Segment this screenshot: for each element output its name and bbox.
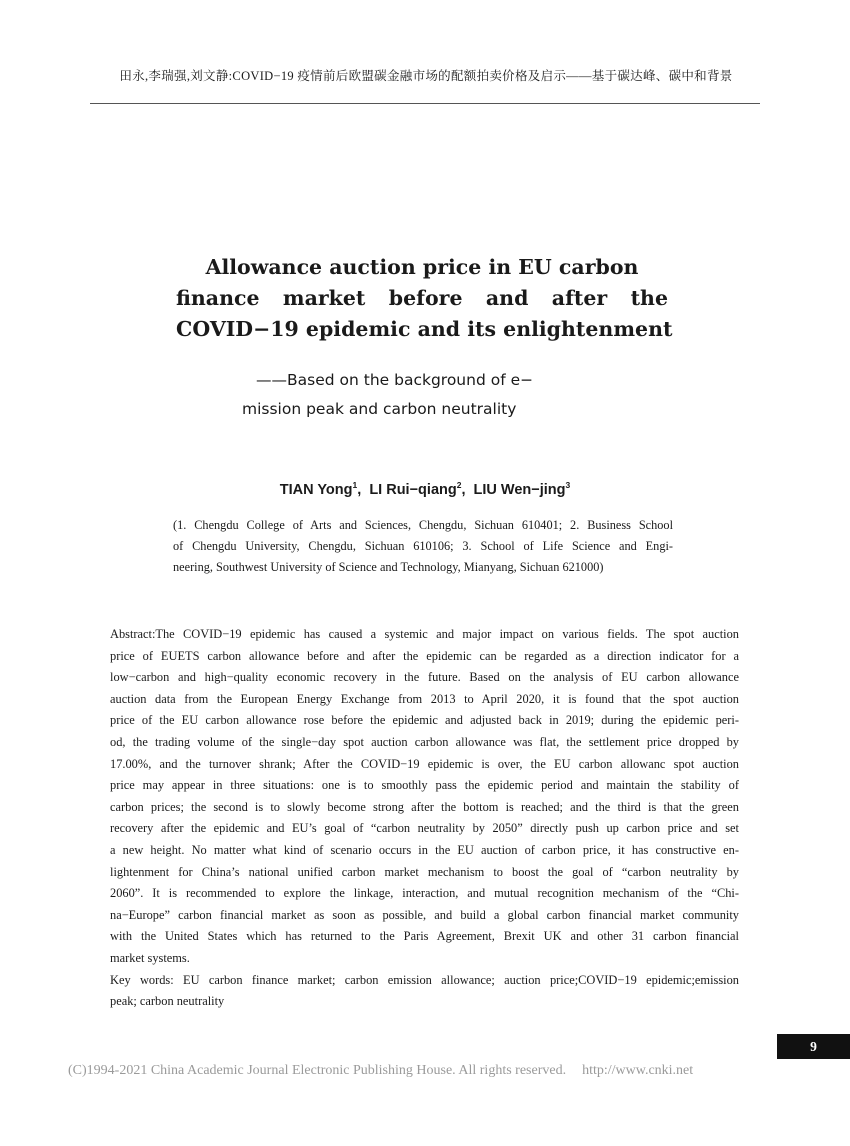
author-list: TIAN Yong$^1$, LI Rui−qiang$^2$, LIU Wen−jing$^3$ bbox=[279, 480, 571, 498]
subtitle-line: ——Based on the background of e− bbox=[256, 371, 534, 389]
article-title bbox=[176, 252, 673, 345]
abstract-line: 17.00%, and the turnover shrank; After the COVID−19 epidemic is over, the EU carbon allowanc spot auction bbox=[110, 756, 739, 771]
affiliation-line: neering, Southwest University of Science and Technology, Mianyang, Sichuan 621000) bbox=[173, 560, 604, 574]
abstract-line: auction data from the European Energy Exchange from 2013 to April 2020, it is found that the spot auction bbox=[110, 691, 739, 706]
title-line: COVID−19 epidemic and its enlightenment bbox=[176, 317, 673, 341]
header-divider bbox=[90, 103, 760, 104]
abstract-line: with the United States which has returned to the Paris Agreement, Brexit UK and other 31 carbon financial bbox=[110, 929, 739, 944]
abstract-line: 2060”. It is recommended to explore the linkage, interaction, and mutual recognition mechanism of the “Chi- bbox=[110, 886, 739, 901]
abstract-block bbox=[110, 624, 739, 1013]
page-number: 9 bbox=[777, 1034, 850, 1059]
running-header: 田永,李瑞强,刘文静:COVID−19 疫情前后欧盟碳金融市场的配额拍卖价格及启示——基于碳达峰、碳中和背景 bbox=[119, 69, 733, 83]
abstract-line: price of EUETS carbon allowance before and after the epidemic can be regarded as a direction indicator for a bbox=[110, 648, 739, 663]
abstract-line: price may appear in three situations: one is to smoothly pass the epidemic period and maintain the stability of bbox=[110, 778, 739, 793]
abstract-line: od, the trading volume of the single−day spot auction carbon allowance was flat, the settlement price dropped by bbox=[110, 734, 739, 749]
footer-url-link[interactable]: http://www.cnki.net bbox=[582, 1063, 694, 1078]
footer-copyright: (C)1994-2021 China Academic Journal Electronic Publishing House. All rights reserved. bbox=[68, 1063, 567, 1078]
title-line: Allowance auction price in EU carbon bbox=[205, 255, 639, 279]
author-name: LIU Wen−jing bbox=[473, 482, 566, 498]
affiliation-block bbox=[173, 515, 673, 578]
abstract-line: recovery after the epidemic and EU’s goal of “carbon neutrality by 2050” directly push up carbon price and set bbox=[110, 821, 739, 836]
abstract-line: na−Europe” carbon financial market as soon as possible, and build a global carbon financial market community bbox=[110, 907, 739, 922]
abstract-line: lightenment for China’s national unified carbon market mechanism to boost the goal of “carbon neutrality by bbox=[110, 864, 739, 879]
author-affiliation-mark: 1 bbox=[352, 480, 358, 490]
abstract-line: a new height. No matter what kind of scenario occurs in the EU auction of carbon price, it has constructive en- bbox=[110, 842, 739, 857]
keywords-line: peak; carbon neutrality bbox=[110, 994, 225, 1009]
author-affiliation-mark: 2 bbox=[456, 480, 462, 490]
abstract-line: low−carbon and high−quality economic recovery in the future. Based on the analysis of EU carbon allowance bbox=[110, 670, 739, 685]
abstract-line: market systems. bbox=[110, 950, 190, 965]
footer bbox=[68, 1063, 768, 1079]
title-line: finance market before and after the bbox=[176, 286, 668, 310]
abstract-line: carbon prices; the second is to slowly become strong after the bottom is reached; and the third is that the green bbox=[110, 799, 739, 814]
subtitle-line: mission peak and carbon neutrality bbox=[242, 400, 517, 418]
author-affiliation-mark: 3 bbox=[565, 480, 571, 490]
author-name: LI Rui−qiang bbox=[369, 482, 457, 498]
abstract-line: price of the EU carbon allowance rose before the epidemic and adjusted back in 2019; during the epidemic peri- bbox=[110, 713, 739, 728]
author-name: TIAN Yong bbox=[279, 482, 353, 498]
affiliation-line: (1. Chengdu College of Arts and Sciences, Chengdu, Sichuan 610401; 2. Business School bbox=[173, 518, 673, 532]
affiliation-line: of Chengdu University, Chengdu, Sichuan 610106; 3. School of Life Science and Engi- bbox=[173, 539, 673, 553]
keywords-line: Key words: EU carbon finance market; carbon emission allowance; auction price;COVID−19 epidemic;emission bbox=[110, 972, 739, 987]
abstract-line: Abstract:The COVID−19 epidemic has caused a systemic and major impact on various fields. The spot auction bbox=[110, 627, 739, 641]
article-subtitle bbox=[242, 366, 622, 424]
